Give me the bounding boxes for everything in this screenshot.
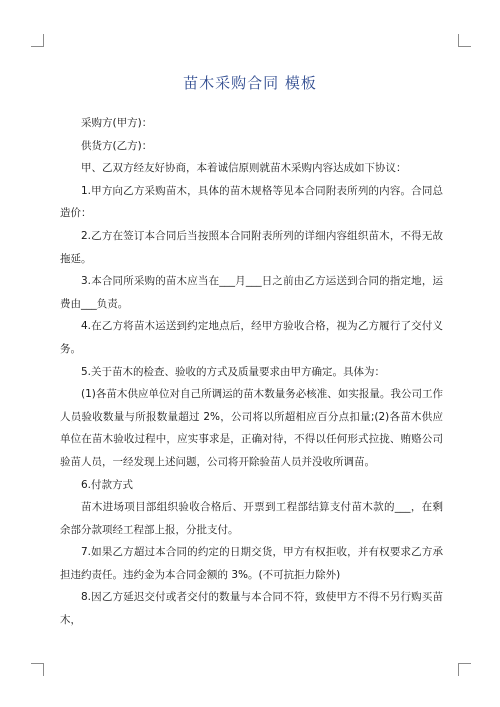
crop-mark-bottom-left [31,663,44,676]
paragraph-clause-4: 4.在乙方将苗木运送到约定地点后，经甲方验收合格，视为乙方履行了交付义务。 [60,320,443,355]
document-title: 苗木采购合同 模板 [183,74,317,93]
paragraph-supplier: 供货方(乙方)： [81,139,153,152]
crop-mark-bottom-right [458,663,471,676]
paragraph-clause-6-detail: 苗木进场项目部组织验收合格后、开票到工程部结算支付苗木款的___，在剩余部分款项经工程部上报，分批支付。 [60,501,443,536]
paragraph-clause-3: 3.本合同所采购的苗木应当在___月___日之前由乙方运送到合同的指定地，运费由___负责。 [60,275,443,310]
paragraph-clause-2: 2.乙方在签订本合同后当按照本合同附表所列的详细内容组织苗木，不得无故拖延。 [60,229,443,265]
paragraph-clause-7: 7.如果乙方超过本合同的约定的日期交货，甲方有权拒收，并有权要求乙方承担违约责任。违约金为本合同金额的 3%。(不可抗拒力除外) [60,546,443,581]
paragraph-clause-6: 6.付款方式 [81,478,134,491]
paragraph-clause-1: 1.甲方向乙方采购苗木，具体的苗木规格等见本合同附表所列的内容。合同总造价： [60,184,443,220]
paragraph-buyer: 采购方(甲方)： [81,117,153,129]
crop-mark-top-right [458,34,471,47]
paragraph-clause-8: 8.因乙方延迟交付或者交付的数量与本合同不符，致使甲方不得不另行购买苗木， [60,591,443,627]
document-body [60,112,443,632]
paragraph-clause-5: 5.关于苗木的检查、验收的方式及质量要求由甲方确定。具体为： [81,365,386,378]
crop-mark-top-left [31,34,44,47]
paragraph-intro: 甲、乙双方经友好协商，本着诚信原则就苗木采购内容达成如下协议： [81,162,407,175]
paragraph-clause-5-detail: (1)各苗木供应单位对自己所调运的苗木数量务必核准、如实报量。我公司工作人员验收数量与所报数量超过 2%，公司将以所超相应百分点扣量;(2)各苗木供应单位在苗木验收过程中，应实事求是，正确对待，不得以任何形式拉拢、贿赂公司验苗人员，一经发现上述问题，公司将开除验苗人员并没收所调苗。 [60,388,443,468]
